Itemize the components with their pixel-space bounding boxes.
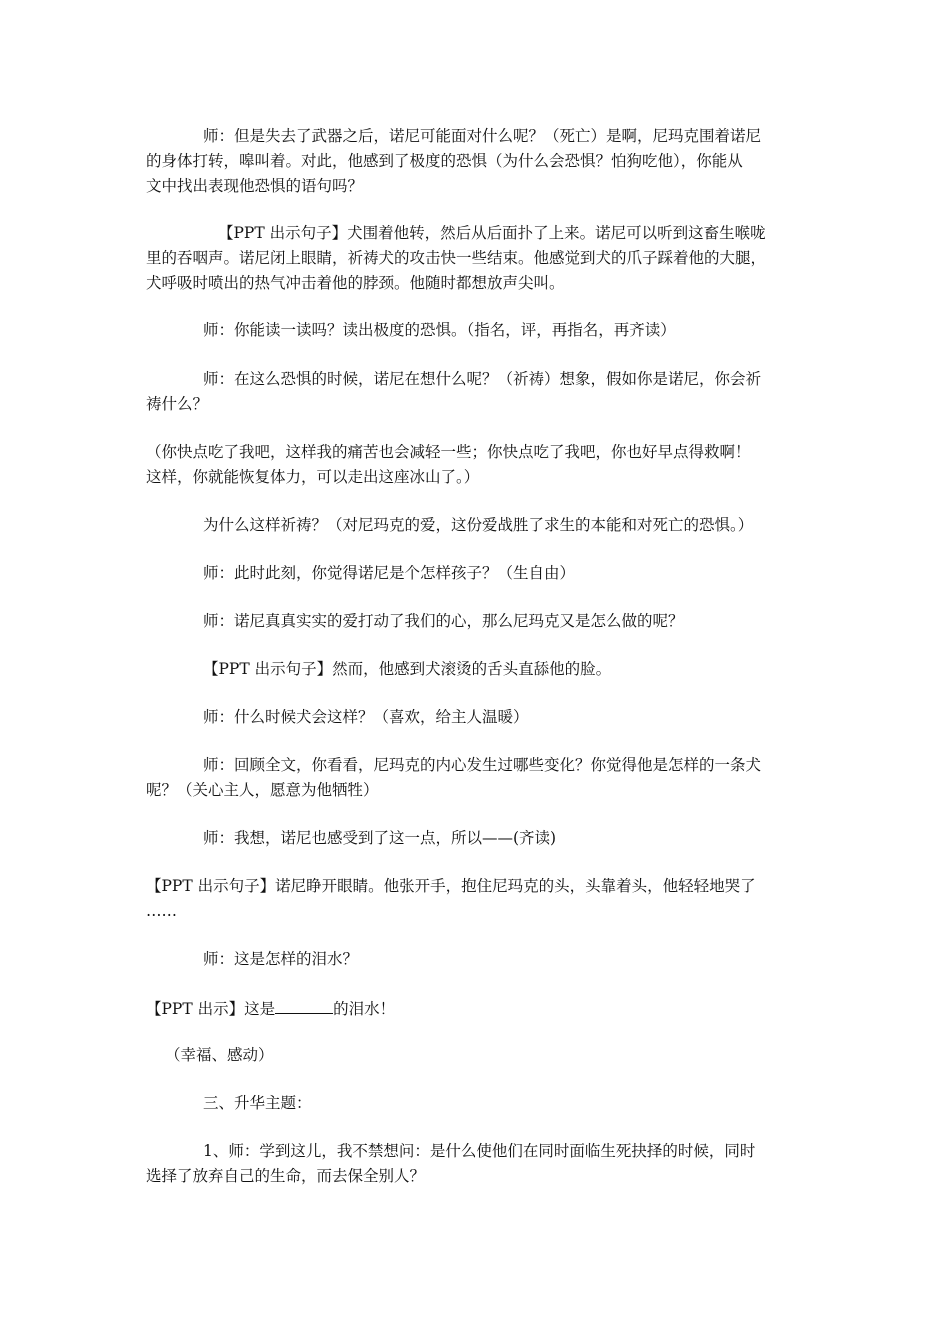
text-line: 1、师：学到这儿，我不禁想问：是什么使他们在同时面临生死抉择的时候，同时 (203, 1142, 756, 1160)
text-line: 呢？（关心主人，愿意为他牺牲） (146, 781, 379, 799)
text-line: 【PPT 出示句子】犬围着他转，然后从后面扑了上来。诺尼可以听到这畜生喉咙 (218, 224, 766, 242)
text-line: 师：什么时候犬会这样？（喜欢，给主人温暖） (203, 708, 529, 726)
text-line: 师：回顾全文，你看看，尼玛克的内心发生过哪些变化？你觉得他是怎样的一条犬 (203, 756, 762, 774)
text-line: （你快点吃了我吧，这样我的痛苦也会减轻一些；你快点吃了我吧，你也好早点得救啊！ (146, 443, 751, 461)
fill-blank-suffix: 的泪水！ (333, 1000, 396, 1018)
text-line: 师：我想，诺尼也感受到了这一点，所以——(齐读) (203, 829, 557, 847)
text-line: …… (146, 902, 177, 920)
text-line: 师：在这么恐惧的时候，诺尼在想什么呢？（祈祷）想象，假如你是诺尼，你会祈 (203, 370, 762, 388)
text-line: 师：你能读一读吗？读出极度的恐惧。（指名，评，再指名，再齐读） (203, 321, 676, 339)
fill-in-blank (275, 995, 333, 1014)
section-heading: 三、升华主题： (203, 1094, 312, 1112)
text-line: 的身体打转，嗥叫着。对此，他感到了极度的恐惧（为什么会恐惧？怕狗吃他），你能从 (146, 152, 743, 170)
text-line: 师：这是怎样的泪水？ (203, 950, 359, 968)
text-line: 为什么这样祈祷？（对尼玛克的爱，这份爱战胜了求生的本能和对死亡的恐惧。） (203, 516, 754, 534)
text-line: 选择了放弃自己的生命，而去保全别人？ (146, 1167, 426, 1185)
text-line (146, 995, 395, 1022)
text-line: 师：但是失去了武器之后，诺尼可能面对什么呢？（死亡）是啊，尼玛克围着诺尼 (203, 127, 762, 145)
text-line: 师：此时此刻，你觉得诺尼是个怎样孩子？（生自由） (203, 564, 576, 582)
text-line: 祷什么？ (146, 395, 209, 413)
text-line: 文中找出表现他恐惧的语句吗？ (146, 177, 364, 195)
text-line: 【PPT 出示句子】诺尼睁开眼睛。他张开手，抱住尼玛克的头，头靠着头，他轻轻地哭了 (146, 877, 756, 895)
text-line: 【PPT 出示句子】然而，他感到犬滚烫的舌头直舔他的脸。 (203, 660, 612, 678)
text-line: 这样，你就能恢复体力，可以走出这座冰山了。） (146, 468, 480, 486)
text-line: 师：诺尼真真实实的爱打动了我们的心，那么尼玛克又是怎么做的呢？ (203, 612, 684, 630)
text-line: （幸福、感动） (165, 1046, 274, 1064)
fill-blank-prefix: 【PPT 出示】这是 (146, 1000, 276, 1018)
text-line: 犬呼吸时喷出的热气冲击着他的脖颈。他随时都想放声尖叫。 (146, 274, 565, 292)
text-line: 里的吞咽声。诺尼闭上眼睛，祈祷犬的攻击快一些结束。他感觉到犬的爪子踩着他的大腿， (146, 249, 767, 267)
